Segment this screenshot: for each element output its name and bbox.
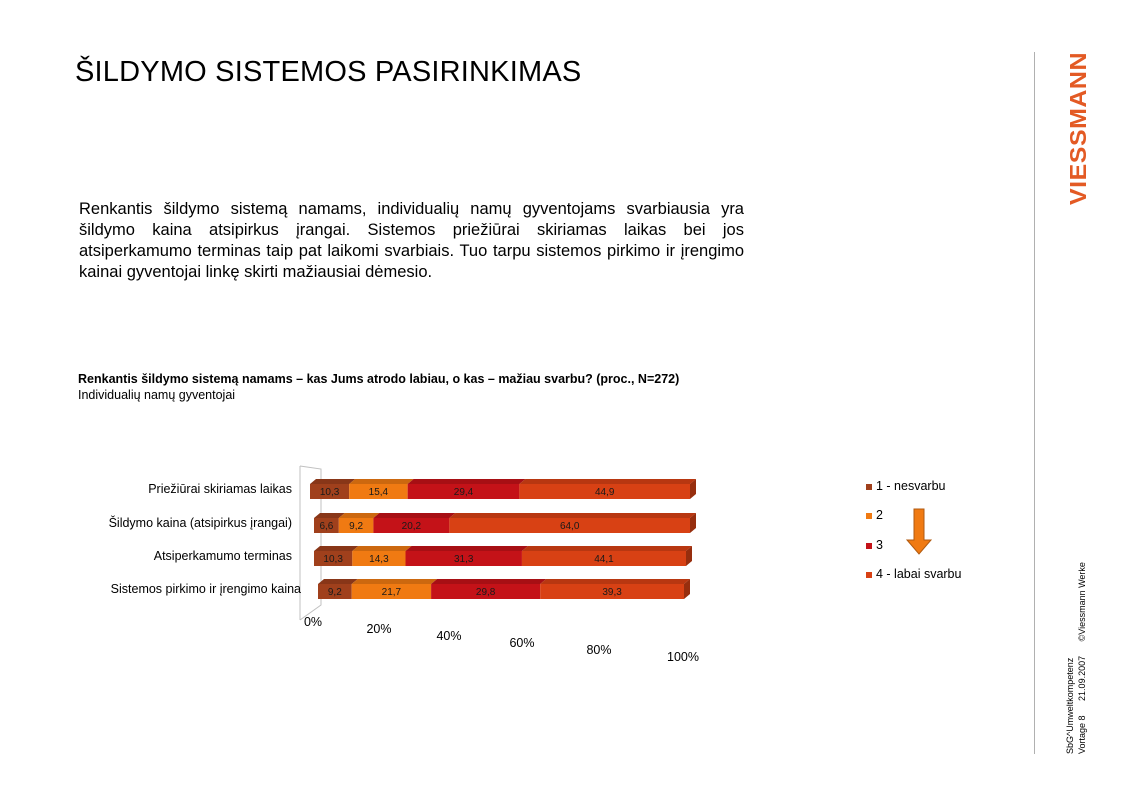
page-title: ŠILDYMO SISTEMOS PASIRINKIMAS [75, 56, 582, 88]
legend-swatch [866, 513, 872, 519]
x-tick-label: 40% [436, 629, 462, 643]
svg-text:VIESSMANN: VIESSMANN [1065, 63, 1091, 205]
data-label: 15,4 [368, 487, 389, 498]
data-label: 29,8 [475, 587, 496, 598]
x-tick-label: 60% [509, 636, 535, 650]
bar-segment-top [310, 479, 355, 484]
viessmann-logo [1062, 52, 1092, 212]
x-tick-label: 80% [586, 643, 612, 657]
legend-label: 2 [876, 508, 883, 522]
data-label: 9,2 [349, 521, 364, 532]
chart-subtitle: Individualių namų gyventojai [78, 388, 236, 402]
slide-footer [1064, 550, 1088, 754]
data-label: 14,3 [369, 554, 389, 565]
bar-segment-top [406, 546, 528, 551]
data-label: 64,0 [559, 521, 580, 532]
bar-segment-top [408, 479, 526, 484]
data-label: 44,9 [594, 487, 615, 498]
intro-paragraph: Renkantis šildymo sistemą namams, individualių namų gyventojams svarbiausia yra šildymo kaina atsipirkus įrangai. Sistemos priežiūrai skiriamas laikas bei jos atsiperkamumo terminas taip pat laikomi svarbiais. Tuo tarpu sistemos pirkimo ir įrengimo kainai gyventojai linkę skirti mažiausiai dėmesio. [79, 200, 744, 281]
bar-segment-top [373, 513, 455, 518]
bar-segment-top [318, 579, 358, 584]
data-label: 20,2 [401, 521, 422, 532]
bar-segment-top [519, 479, 696, 484]
data-label: 31,3 [453, 554, 474, 565]
bar-segment-top [522, 546, 692, 551]
data-label: 6,6 [319, 521, 334, 532]
x-tick-label: 20% [366, 622, 392, 636]
x-tick-label: 100% [667, 650, 699, 664]
legend-swatch [866, 572, 872, 578]
legend-label: 3 [876, 538, 883, 552]
bar-segment-top [314, 546, 358, 551]
bar-segment-top [349, 479, 414, 484]
bar-segment-top [449, 513, 696, 518]
footer-date: 21.09.2007 [1077, 655, 1087, 701]
legend-label: 4 - labai svarbu [876, 567, 962, 581]
data-label: 39,3 [602, 587, 622, 598]
category-label: Atsiperkamumo terminas [153, 549, 292, 563]
data-label: 44,1 [594, 554, 614, 565]
data-label: 29,4 [453, 487, 474, 498]
down-arrow-icon [907, 509, 931, 554]
data-label: 10,3 [323, 554, 343, 565]
footer-department: SbG^Umweltkompetenz [1065, 657, 1075, 754]
data-label: 10,3 [319, 487, 340, 498]
bar-segment-top [339, 513, 380, 518]
chart-title: Renkantis šildymo sistemą namams – kas Jums atrodo labiau, o kas – mažiau svarbu? (proc., N=272) [78, 372, 680, 386]
bar-segment-top [540, 579, 690, 584]
bar-segment-top [352, 546, 411, 551]
footer-page: Vortage 8 [1077, 715, 1087, 754]
legend-label: 1 - nesvarbu [876, 479, 946, 493]
legend-swatch [866, 484, 872, 490]
footer-copyright: ©Viessmann Werke [1077, 562, 1087, 642]
category-label: Sistemos pirkimo ir įrengimo kaina [110, 582, 301, 596]
data-label: 9,2 [327, 587, 342, 598]
data-label: 21,7 [381, 587, 402, 598]
x-tick-label: 0% [303, 615, 323, 629]
category-label: Šildymo kaina (atsipirkus įrangai) [108, 516, 292, 530]
bar-segment-top [431, 579, 546, 584]
legend-swatch [866, 543, 872, 549]
bar-segment-top [352, 579, 437, 584]
divider-line [1034, 52, 1035, 754]
category-label: Priežiūrai skiriamas laikas [148, 482, 292, 496]
